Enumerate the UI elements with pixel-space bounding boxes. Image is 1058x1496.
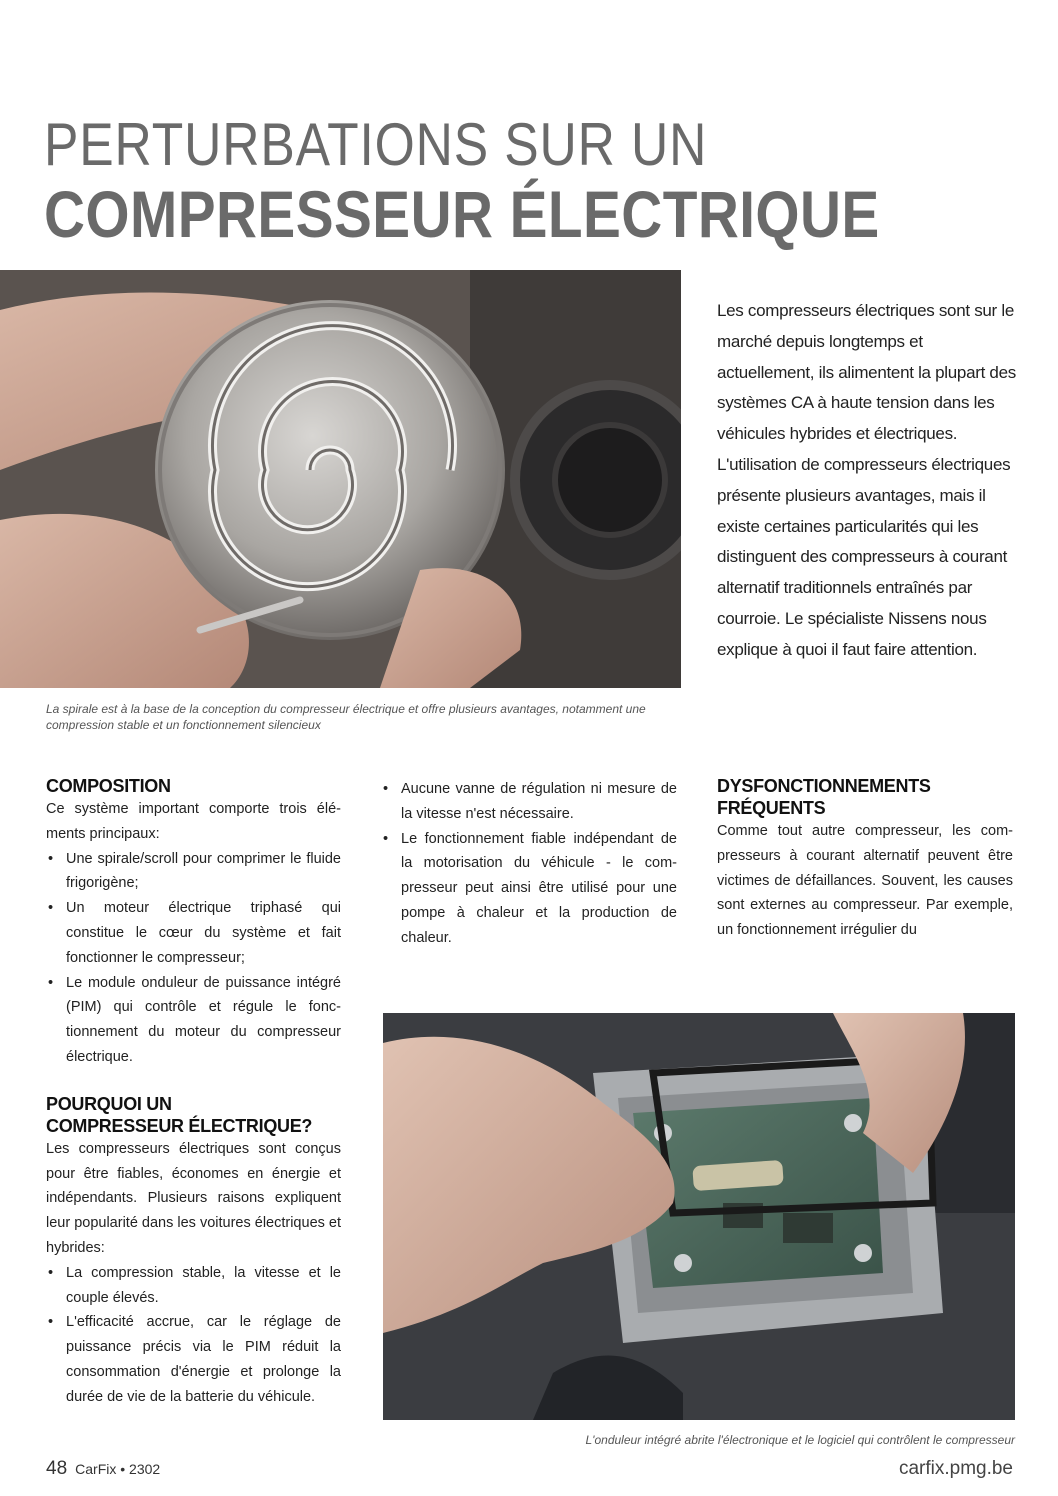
composition-list: [46, 847, 341, 1070]
list-item: • Une spirale/scroll pour comprimer le fluide frigorigène;: [48, 850, 341, 892]
pourquoi-list-part1: [46, 1261, 341, 1410]
pourquoi-heading: POURQUOI UN COMPRESSEUR ÉLECTRIQUE?: [46, 1093, 313, 1136]
scroll-spiral-photo: [0, 270, 681, 688]
composition-heading: COMPOSITION: [46, 776, 171, 796]
list-item: • Aucune vanne de régulation ni mesure de la vitesse n'est nécessaire.: [383, 781, 677, 822]
column-left: [46, 775, 341, 1410]
page-number: 48: [46, 1458, 68, 1479]
intro-paragraph: Les compresseurs électriques sont sur le marché depuis longtemps et actuellement, ils alimentent la plupart des systèmes CA à haute tension dans les véhicules hybrides et électriques. L'utilisation de compresseurs électriques présente plusieurs avantages, mais il existe certaines particularités qui les distinguent des compresseurs à courant alternatif traditionnels entraînés par courroie. Le spécialiste Nissens nous explique à quoi il faut faire attention.: [717, 301, 1016, 659]
title-line-2: COMPRESSEUR ÉLECTRIQUE: [44, 177, 880, 251]
inverter-illustration: [383, 1013, 1015, 1420]
photo-1-caption: La spirale est à la base de la conception du compresseur électrique et offre plusieurs avantages, notamment une compression stable et un fonctionnement silencieux: [46, 702, 646, 732]
list-item: • La compression stable, la vitesse et le couple élevés.: [48, 1264, 341, 1306]
website-link[interactable]: carfix.pmg.be: [898, 1458, 1013, 1479]
photo-2-caption: L'onduleur intégré abrite l'électronique et le logiciel qui contrôlent le compresseur: [585, 1433, 1015, 1447]
dysfonctionnements-text: Comme tout autre compresseur, les compresseurs à courant alternatif peuvent être victimes de défaillances. Souvent, les causes sont externes au compresseur. Par exemple, un fonctionnement irrégulier du: [717, 823, 1013, 939]
dysfonctionnements-heading: DYSFONCTIONNEMENTS FRÉQUENTS: [717, 776, 931, 818]
inverter-photo: [383, 1013, 1015, 1420]
column-middle: [381, 777, 677, 951]
scroll-spiral-illustration: [0, 270, 681, 688]
list-item: • L'efficacité accrue, car le réglage de puissance précis via le PIM réduit la consommation d'énergie et prolonge la durée de vie de la batterie du véhicule.: [48, 1314, 341, 1405]
title-line-1: PERTURBATIONS SUR UN: [44, 111, 708, 178]
magazine-issue: CarFix • 2302: [75, 1461, 161, 1477]
footer-left: [46, 1458, 160, 1480]
column-right: [717, 775, 1013, 943]
list-item: • Un moteur électrique triphasé qui constitue le cœur du système et fait fonctionner le compresseur;: [48, 900, 341, 966]
pourquoi-list-part2: [381, 777, 677, 951]
list-item: • Le fonctionnement fiable indépendant de la motorisation du véhicule - le compresseur peut ainsi être utilisé pour une pompe à chaleur et la production de chaleur.: [383, 830, 677, 946]
pourquoi-text: Les compresseurs électriques sont conçus pour être fiables, économes en énergie et indépendants. Plusieurs raisons expliquent leur popularité dans les voitures électriques et hybrides:: [46, 1140, 341, 1256]
composition-text: Ce système important comporte trois éléments principaux:: [46, 801, 341, 842]
list-item: • Le module onduleur de puissance intégré (PIM) qui contrôle et régule le fonctionnement du moteur du compresseur électrique.: [48, 974, 341, 1065]
